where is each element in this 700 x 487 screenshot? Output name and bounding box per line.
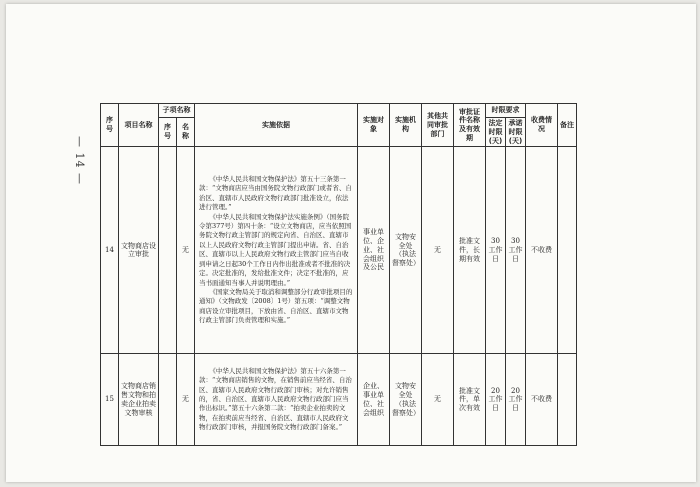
row-co-dept: 无: [422, 354, 454, 446]
header-basis: 实施依据: [195, 104, 358, 147]
header-time-req: 时限要求: [486, 104, 526, 118]
row-promise-time: 20 工作日: [506, 354, 526, 446]
row-promise-time: 30 工作日: [506, 147, 526, 354]
basis-paragraph: 《中华人民共和国文物保护法》第五十六条第一款：“文物商店销售的文物，在销售前应当经省、自治区、直辖市人民政府文物行政部门审核；对允许销售的，省、自治区、直辖市人民政府文物行政部门应当作出标识。”第五十六条第二款：“拍卖企业拍卖的文物，在拍卖前应当经省、自治区、直辖市人民政府文物行政部门审核，并报国务院文物行政部门备案。”: [199, 366, 352, 432]
basis-paragraph: 《中华人民共和国文物保护法》第五十三条第一款：“文物商店应当由国务院文物行政部门或者省、自治区、直辖市人民政府文物行政部门批准设立，依法进行管理。”: [199, 174, 352, 212]
basis-paragraph: 《国家文物局关于取消和调整部分行政审批项目的通知》（文物政发〔2008〕1号）第五项：“调整文物商店设立审批项目，下放由省、自治区、直辖市文物行政主管部门负责管理和实施。”: [199, 287, 353, 325]
header-target: 实施对象: [358, 104, 390, 147]
header-co-dept: 其他共同审批部门: [422, 104, 454, 147]
row-basis: [195, 147, 358, 354]
row-legal-time: 30 工作日: [486, 147, 506, 354]
spacer-cell: [577, 147, 660, 354]
row-co-dept: 无: [422, 147, 454, 354]
row-sub-name: 无: [177, 354, 195, 446]
row-seq: 15: [101, 354, 119, 446]
row-item-name: 文物商店销售文物和拍卖企业拍卖文物审核: [119, 354, 159, 446]
row-basis: [195, 354, 358, 446]
row-target: 企业、事业单位、社会组织: [358, 354, 390, 446]
basis-paragraph: 《中华人民共和国文物保护法实施条例》（国务院令第377号）第四十条：“设立文物商店，应当依照国务院文物行政主管部门的规定向省、自治区、直辖市以上人民政府文物行政主管部门提出申请。省、自治区、直辖市以上人民政府文物行政主管部门应当自收到申请之日起30个工作日内作出批准或者不批准的决定。决定批准的，发给批准文件；决定不批准的，应当书面通知当事人并说明理由。”: [199, 212, 352, 287]
header-sub-name: 名称: [177, 118, 195, 147]
row-agency: 文物安全处（执法督察处）: [390, 147, 422, 354]
header-agency: 实施机构: [390, 104, 422, 147]
header-sub-item: 子项名称: [159, 104, 195, 118]
row-sub-name: 无: [177, 147, 195, 354]
table-row: [101, 354, 660, 446]
row-note: [558, 354, 577, 446]
row-target: 事业单位、企业、社会组织及公民: [358, 147, 390, 354]
row-agency: 文物安全处（执法督察处）: [390, 354, 422, 446]
row-seq: 14: [101, 147, 119, 354]
header-promise-time: 承诺时限(天): [506, 118, 526, 147]
row-cert: 批准文件，长期有效: [454, 147, 486, 354]
header-cert: 审批证件名称及有效期: [454, 104, 486, 147]
row-fee: 不收费: [526, 147, 558, 354]
header-item-name: 项目名称: [119, 104, 159, 147]
header-seq: 序号: [101, 104, 119, 147]
approval-items-table: [100, 103, 660, 446]
header-sub-seq: 序号: [159, 118, 177, 147]
table-row: [101, 147, 660, 354]
header-legal-time: 法定时限(天): [486, 118, 506, 147]
row-note: [558, 147, 577, 354]
header-row-1: [101, 104, 660, 118]
row-fee: 不收费: [526, 354, 558, 446]
header-note: 备注: [558, 104, 577, 147]
page-number: — 14 —: [73, 136, 86, 185]
row-sub-seq: [159, 354, 177, 446]
header-fee: 收费情况: [526, 104, 558, 147]
row-cert: 批准文件，单次有效: [454, 354, 486, 446]
spacer-cell: [577, 104, 660, 147]
row-legal-time: 20 工作日: [486, 354, 506, 446]
spacer-cell: [577, 354, 660, 446]
row-item-name: 文物商店设立审批: [119, 147, 159, 354]
row-sub-seq: [159, 147, 177, 354]
